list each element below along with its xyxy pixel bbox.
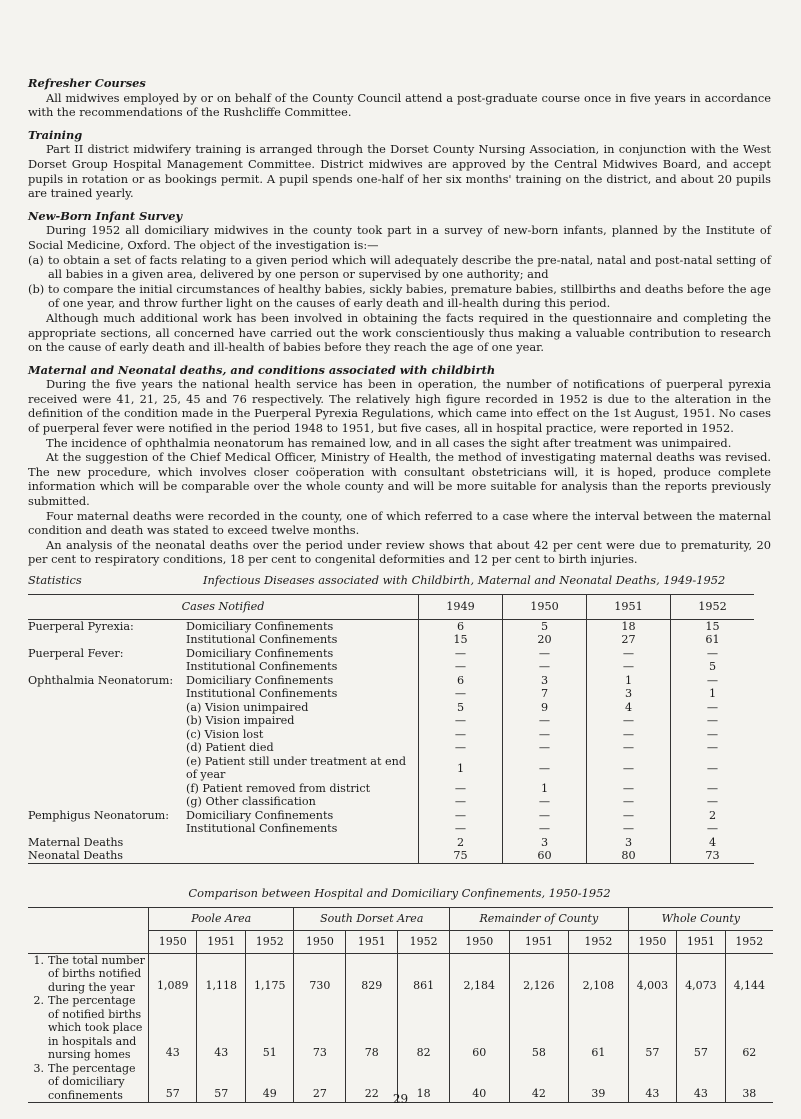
stats-row-label: (c) Vision lost [186,727,264,741]
stats-value: 5 [671,660,755,674]
stats-value: — [419,795,503,809]
year-header: 1949 [419,594,503,619]
stats-group-label [28,660,182,674]
stats-value: — [587,782,671,796]
stats-group-label: Puerperal Pyrexia: [28,619,134,633]
comparison-row-text: The percentage of notified births which took place in hospitals and nursing homes [48,994,143,1062]
stats-value: — [587,647,671,661]
comparison-row-text: The percentage of domiciliary confinements [48,1061,136,1102]
training-heading: Training [28,127,83,142]
stats-value: 1 [671,687,755,701]
comparison-year-header: 1952 [569,930,629,953]
stats-row-label: (a) Vision unimpaired [186,700,309,714]
stats-value: — [587,714,671,728]
stats-row-label: Institutional Confinements [186,633,338,647]
stats-row-label: (b) Vision impaired [186,714,295,728]
stats-group-label [28,782,182,796]
stats-row [28,674,754,688]
comparison-value: 58 [509,994,569,1062]
stats-row-label: Domiciliary Confinements [186,673,334,687]
comparison-row-label [28,994,149,1062]
comparison-row [28,994,773,1062]
stats-row [28,728,754,742]
maternal-para: At the suggestion of the Chief Medical Officer, Ministry of Health, the method of investigating maternal deaths was revised. The new procedure, which involves closer coöperation with consultant obstetricians will, it is hoped, produce complete information which will be comparable over the whole county and will be more suitable for analysis than the reports previously submitted. [28,450,771,509]
comparison-title: Comparison between Hospital and Domiciliary Confinements, 1950-1952 [188,885,611,900]
comparison-value: 39 [569,1062,629,1103]
stats-group-label: Maternal Deaths [28,835,124,849]
stats-row-label: (g) Other classification [186,795,316,809]
stats-row [28,619,754,633]
comparison-year-header: 1950 [294,930,346,953]
comparison-value: 43 [197,994,245,1062]
comparison-value: 42 [509,1062,569,1103]
comparison-value: 1,118 [197,953,245,994]
stats-value: — [419,809,503,823]
comparison-row-number: 3. [33,1061,44,1075]
stats-row [28,782,754,796]
comparison-value: 43 [149,994,197,1062]
comparison-value: 27 [294,1062,346,1103]
stats-value: — [503,660,587,674]
infectious-diseases-table [28,594,754,864]
comparison-year-header: 1951 [197,930,245,953]
stats-value: 7 [503,687,587,701]
newborn-intro: During 1952 all domiciliary midwives in the county took part in a survey of new-born infants, planned by the Institute of Social Medicine, Oxford. The object of the investigation is:— [28,223,771,252]
objective-item: (b) to compare the initial circumstances of healthy babies, sickly babies, premature babies, stillbirths and deaths before the age of one year, and throw further light on the causes of early death and ill-health during this period. [28,281,771,311]
comparison-value: 57 [197,1062,245,1103]
statistics-label: Statistics [28,573,82,587]
stats-row [28,660,754,674]
stats-row [28,714,754,728]
stats-value: — [587,809,671,823]
stats-row [28,687,754,701]
stats-value: 15 [671,619,755,633]
comparison-value: 60 [450,994,510,1062]
stats-value: 80 [587,849,671,863]
comparison-year-header: 1951 [509,930,569,953]
comparison-row-text: The total number of births notified during the year [48,953,145,994]
stats-value: — [503,714,587,728]
year-header: 1951 [587,594,671,619]
stats-group-label [28,714,182,728]
comparison-row [28,953,773,994]
comparison-year-header: 1951 [346,930,398,953]
stats-group-label [28,687,182,701]
stats-value: — [503,741,587,755]
stats-value: — [671,822,755,836]
stats-row [28,741,754,755]
stats-row-label: Institutional Confinements [186,687,338,701]
stats-value: — [671,741,755,755]
comparison-value: 22 [346,1062,398,1103]
stats-value: 3 [503,836,587,850]
stats-row [28,795,754,809]
comparison-value: 4,073 [677,953,725,994]
maternal-para: Four maternal deaths were recorded in the county, one of which referred to a case where the interval between the maternal condition and death was stated to exceed twelve months. [28,508,771,538]
stats-group-label: Ophthalmia Neonatorum: [28,673,174,687]
stats-group-label [28,795,182,809]
stats-group-label: Neonatal Deaths [28,849,182,863]
comparison-row-number: 1. [33,953,44,967]
stats-value: — [587,660,671,674]
stats-value: — [503,822,587,836]
stats-row [28,836,754,850]
stats-value: — [587,741,671,755]
stats-value: 27 [587,633,671,647]
comparison-value: 78 [346,994,398,1062]
stats-row [28,633,754,647]
comparison-table [28,907,773,1104]
stats-value: — [419,822,503,836]
stats-value: — [419,660,503,674]
stats-value: — [503,755,587,782]
stats-row [28,755,754,782]
stats-row-label: Institutional Confinements [186,822,338,836]
comparison-value: 2,184 [450,953,510,994]
comparison-body [28,953,773,1103]
stats-value: — [671,782,755,796]
comparison-year-header: 1950 [149,930,197,953]
stats-value: 60 [503,849,587,863]
stats-value: — [587,795,671,809]
stats-row-label [182,849,419,863]
stats-value: — [587,822,671,836]
comparison-value: 2,126 [509,953,569,994]
stats-value: — [419,728,503,742]
stats-row [28,849,754,863]
maternal-heading: Maternal and Neonatal deaths, and conditions associated with childbirth [28,362,496,377]
stats-value: 2 [419,836,503,850]
comparison-year-header: 1952 [725,930,773,953]
comparison-value: 861 [398,953,450,994]
comparison-year-header: 1950 [628,930,676,953]
stats-value: — [503,795,587,809]
stats-value: — [671,755,755,782]
comparison-value: 18 [398,1062,450,1103]
stats-value: — [671,701,755,715]
group-header: Poole Area [149,907,294,930]
comparison-value: 43 [628,1062,676,1103]
stats-value: 18 [587,619,671,633]
group-header: Remainder of County [450,907,629,930]
stats-value: — [671,647,755,661]
stats-value: — [587,728,671,742]
year-header: 1952 [671,594,755,619]
stats-value: 6 [419,619,503,633]
stats-value: — [671,714,755,728]
comparison-value: 57 [628,994,676,1062]
stats-value: 1 [587,674,671,688]
stats-row-label: (e) Patient still under treatment at end of year [186,754,407,782]
comparison-value: 1,089 [149,953,197,994]
stats-row-label: (d) Patient died [186,741,274,755]
comparison-value: 4,144 [725,953,773,994]
comparison-year-header: 1952 [245,930,293,953]
stats-row-label: (f) Patient removed from district [186,781,371,795]
comparison-value: 2,108 [569,953,629,994]
refresher-heading: Refresher Courses [28,76,146,90]
statistics-title: Infectious Diseases associated with Childbirth, Maternal and Neonatal Deaths, 1949-1952 [203,573,726,587]
newborn-objectives [28,253,771,311]
stats-row-label [182,836,419,850]
comparison-value: 61 [569,994,629,1062]
stats-value: 2 [671,809,755,823]
comparison-value: 73 [294,994,346,1062]
stats-row [28,809,754,823]
stats-group-label [28,701,182,715]
stats-value: 6 [419,674,503,688]
refresher-text: All midwives employed by or on behalf of the County Council attend a post-graduate course once in five years in accordance with the recommendations of the Rushcliffe Committee. [28,90,771,120]
stats-value: 1 [419,755,503,782]
stats-row [28,647,754,661]
comparison-value: 38 [725,1062,773,1103]
stats-row-label: Institutional Confinements [186,660,338,674]
stats-value: 73 [671,849,755,863]
stats-value: 4 [671,836,755,850]
stats-value: 3 [587,687,671,701]
comparison-value: 49 [245,1062,293,1103]
stats-value: 1 [503,782,587,796]
comparison-value: 43 [677,1062,725,1103]
stats-value: — [419,687,503,701]
stats-value: 3 [503,674,587,688]
stats-value: — [671,795,755,809]
stats-value: 9 [503,701,587,715]
comparison-year-header: 1952 [398,930,450,953]
stats-value: 61 [671,633,755,647]
stats-value: 5 [503,619,587,633]
group-header: South Dorset Area [294,907,450,930]
stats-value: — [587,755,671,782]
stats-group-label [28,755,182,782]
year-header: 1950 [503,594,587,619]
statistics-heading-row [28,573,771,588]
maternal-para: The incidence of ophthalmia neonatorum has remained low, and in all cases the sight after treatment was unimpaired. [46,435,732,450]
stats-group-label [28,741,182,755]
cases-notified-header: Cases Notified [28,594,419,619]
stats-value: — [419,714,503,728]
stats-group-label [28,728,182,742]
stats-value: 5 [419,701,503,715]
stats-value: — [503,809,587,823]
comparison-year-header: 1950 [450,930,510,953]
stats-value: 20 [503,633,587,647]
stats-value: — [503,647,587,661]
stats-value: 4 [587,701,671,715]
stats-group-label [28,822,182,836]
comparison-value: 40 [450,1062,510,1103]
stats-row-label: Domiciliary Confinements [186,808,334,822]
stats-row [28,701,754,715]
stats-row [28,822,754,836]
comparison-row-label [28,953,149,994]
maternal-para: During the five years the national health service has been in operation, the number of notifications of puerperal pyrexia received were 41, 21, 25, 45 and 76 respectively. The relatively high figure recorded in 1952 is due to the alteration in the definition of the condition made in the Puerperal Pyrexia Regulations, which came into effect on the 1st August, 1951. No cases of puerperal fever were notified in the period 1948 to 1951, but five cases, all in hospital practice, were reported in 1952. [28,377,771,436]
comparison-value: 4,003 [628,953,676,994]
stats-group-label: Puerperal Fever: [28,646,124,660]
maternal-para: An analysis of the neonatal deaths over the period under review shows that about 42 per cent were due to prematurity, 20 per cent to respiratory conditions, 18 per cent to congenital deformities and 12 per cent to birth injuries. [28,537,771,567]
comparison-value: 730 [294,953,346,994]
stats-group-label: Pemphigus Neonatorum: [28,808,170,822]
stats-value: 15 [419,633,503,647]
stats-row-label: Domiciliary Confinements [186,646,334,660]
page-number: 29 [392,1092,409,1106]
stats-value: — [503,728,587,742]
stats-row-label: Domiciliary Confinements [186,619,334,633]
stats-value: — [419,782,503,796]
comparison-value: 1,175 [245,953,293,994]
stats-value: — [671,674,755,688]
comparison-value: 829 [346,953,398,994]
training-text: Part II district midwifery training is arranged through the Dorset County Nursing Association, in conjunction with the West Dorset Group Hospital Management Committee. District midwives are approved by the Central Midwives Board, and accept pupils in rotation or as bookings permit. A pupil spends one-half of her six months' training on the district, and about 20 pupils are trained yearly. [28,142,771,201]
infectious-diseases-body [28,619,754,863]
comparison-value: 57 [677,994,725,1062]
stats-group-label [28,633,182,647]
objective-item: (a) to obtain a set of facts relating to a given period which will adequately describe the pre-natal, natal and post-natal setting of all babies in a given area, delivered by one person or supervised by one authority; and [28,252,771,282]
newborn-closing: Although much additional work has been involved in obtaining the facts required in the questionnaire and completing the appropriate sections, all concerned have carried out the work conscientiously thus making a valuable contribution to research on the cause of early death and ill-health of babies before they reach the age of one year. [28,310,771,355]
comparison-year-header: 1951 [677,930,725,953]
group-header: Whole County [628,907,773,930]
stats-value: 3 [587,836,671,850]
stats-value: — [419,647,503,661]
comparison-row-number: 2. [33,994,44,1008]
comparison-value: 82 [398,994,450,1062]
comparison-value: 57 [149,1062,197,1103]
stats-value: — [419,741,503,755]
stats-value: 75 [419,849,503,863]
comparison-value: 62 [725,994,773,1062]
newborn-heading: New-Born Infant Survey [28,208,183,223]
comparison-value: 51 [245,994,293,1062]
stats-value: — [671,728,755,742]
